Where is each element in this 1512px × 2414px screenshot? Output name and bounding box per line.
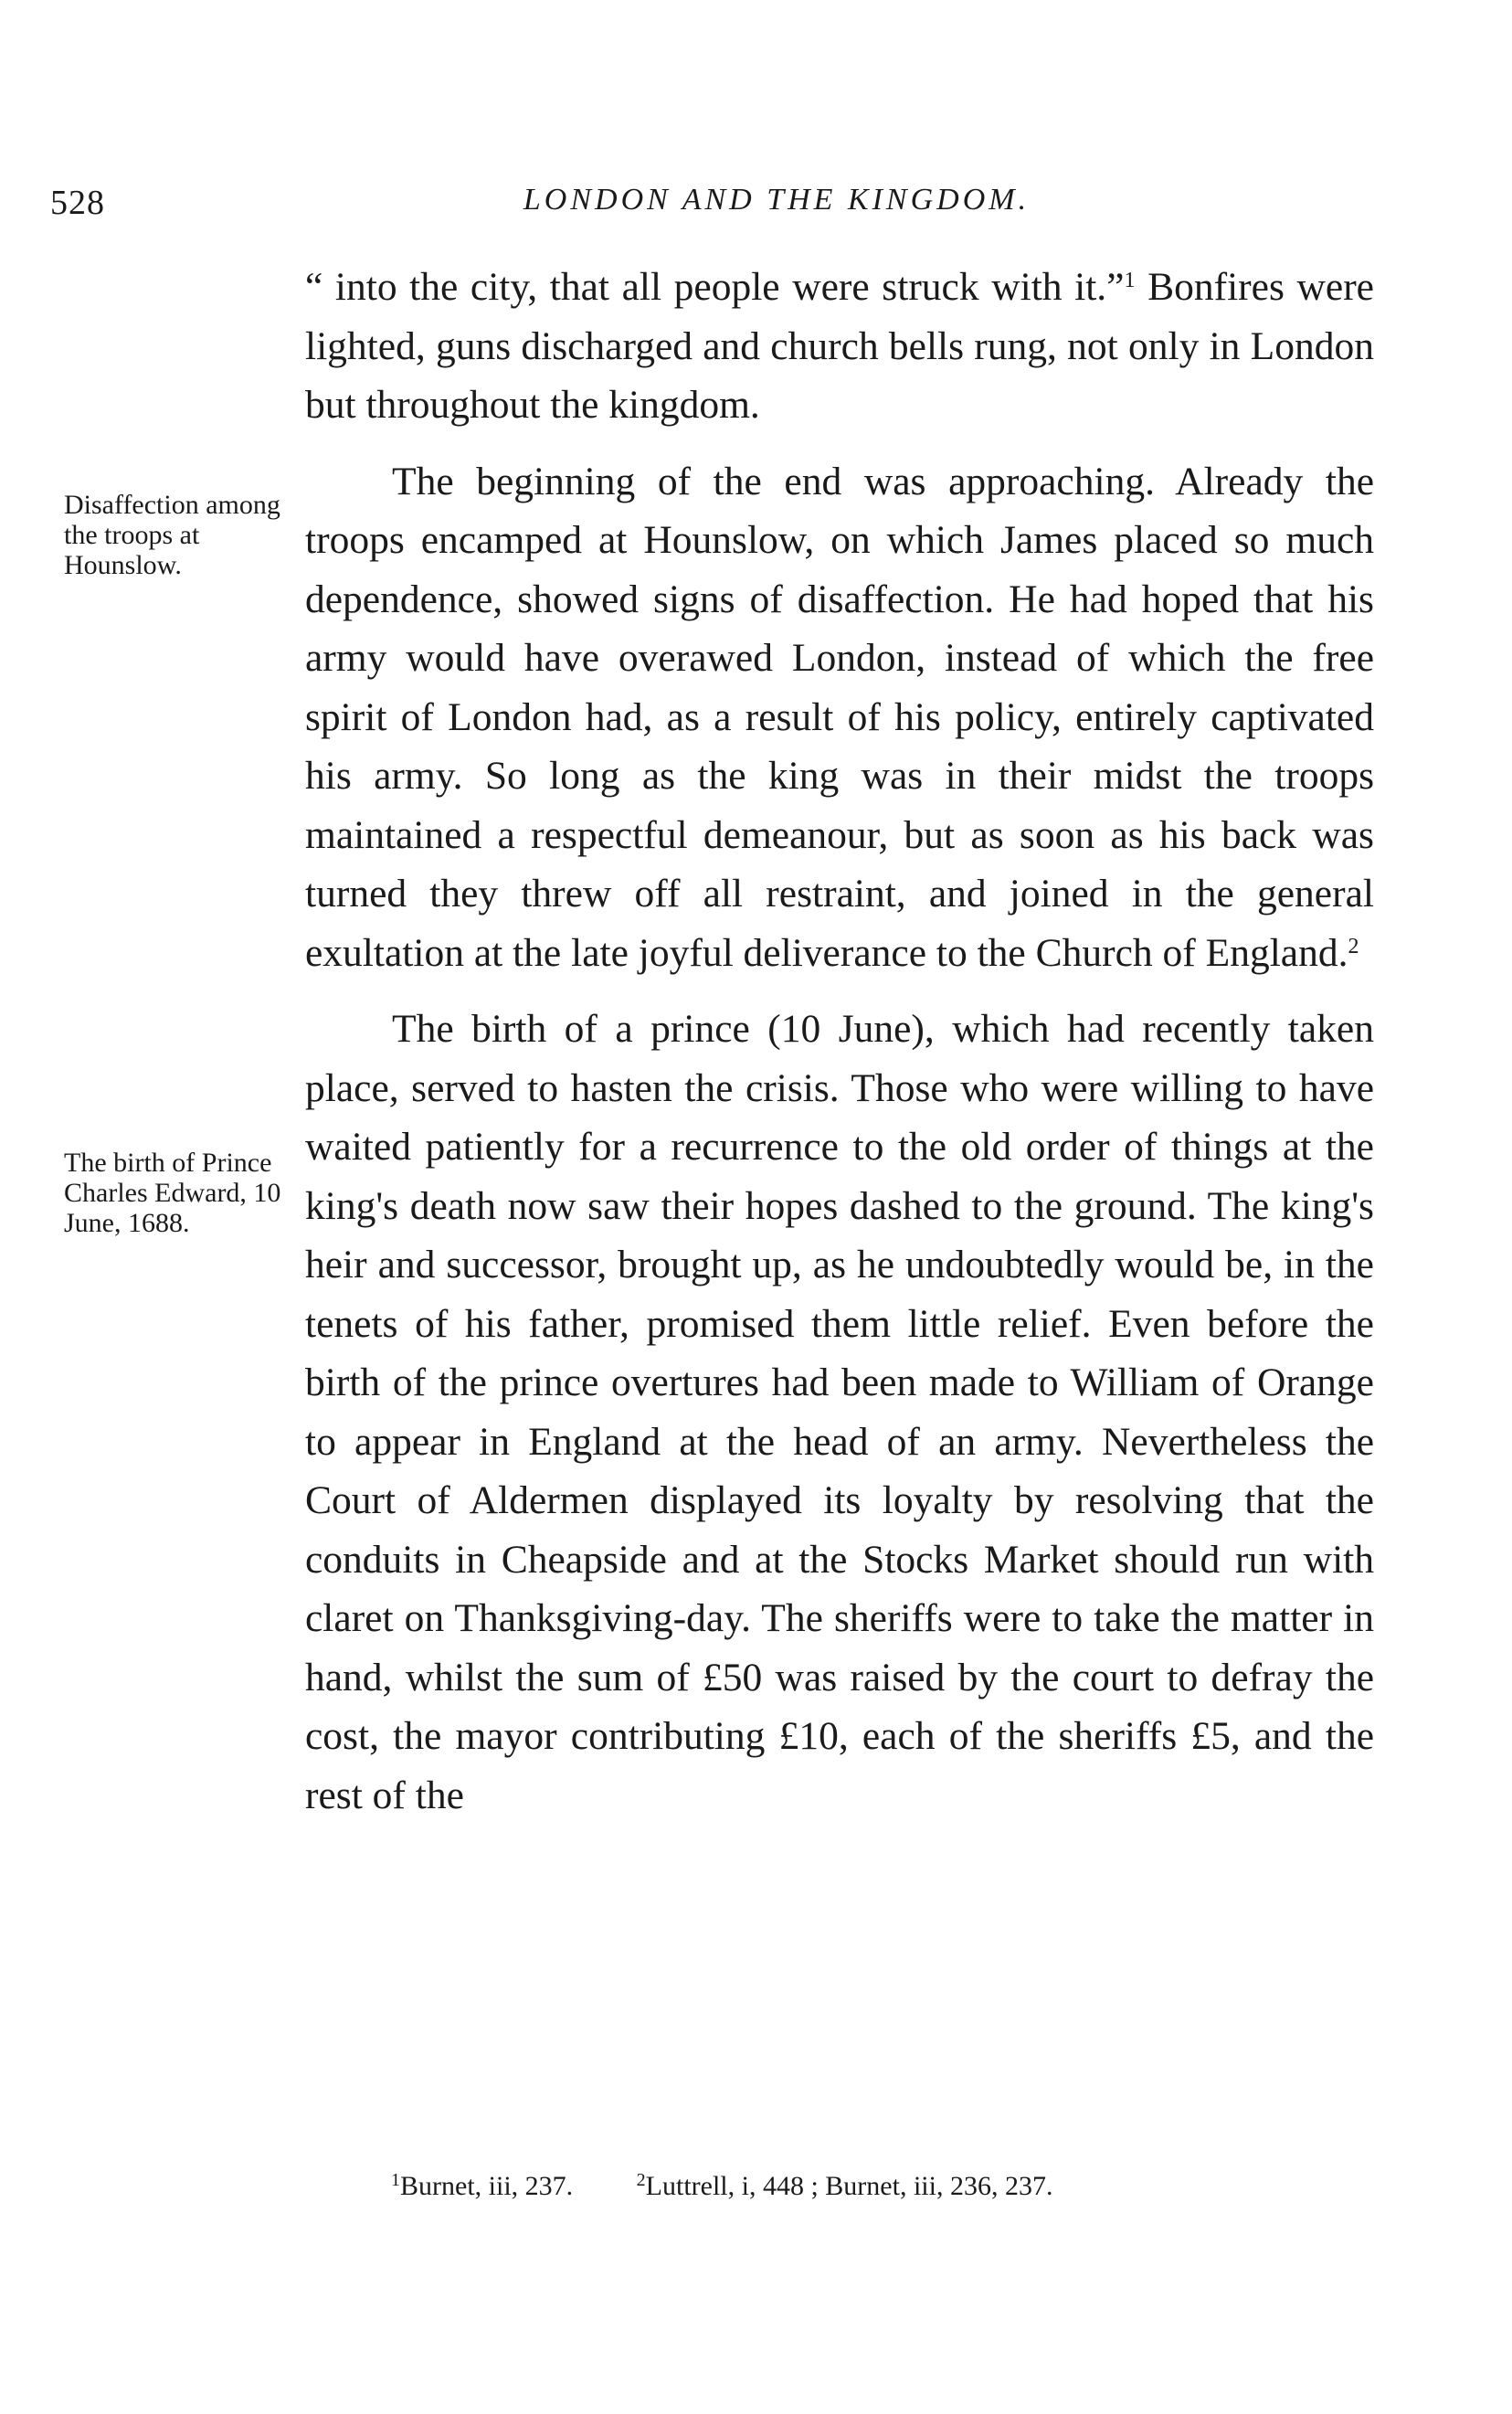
footnote-mark: 1 — [391, 2170, 400, 2190]
running-head: LONDON AND THE KINGDOM. — [523, 183, 1031, 217]
footnote-text: Luttrell, i, 448 ; Burnet, iii, 236, 237. — [645, 2171, 1053, 2201]
footnote-mark: 2 — [636, 2170, 646, 2190]
sidenote-disaffection: Disaffection among the troops at Hounslow. — [64, 490, 280, 580]
paragraph-birth-of-prince — [305, 1000, 1374, 1825]
paragraph-continuation — [305, 258, 1374, 435]
footnote-1 — [391, 2171, 573, 2201]
paragraph-text: “ into the city, that all people were struck with it.” — [305, 265, 1125, 309]
sidenote-birth-of-prince: The birth of Prince Charles Edward, 10 June, 1688. — [64, 1148, 281, 1238]
paragraph-text: The birth of a prince (10 June), which had recently taken place, served to hasten the crisis. Those who were willing to have waited patiently for a recurrence to the old order of things at the king's death now saw their hopes dashed to the ground. The king's heir and successor, brought up, as he undoubtedly would be, in the tenets of his father, promised them little relief. Even before the birth of the prince overtures had been made to William of Orange to appear in England at the head of an army. Nevertheless the Court of Aldermen displayed its loyalty by resolving that the conduits in Cheapside and at the Stocks Market should run with claret on Thanksgiving-day. The sheriffs were to take the matter in hand, whilst the sum of £50 was raised by the court to defray the cost, the mayor contributing £10, each of the sheriffs £5, and the rest of the — [305, 1007, 1374, 1817]
paragraph-text-continued: Bonfires were lighted, guns discharged and church bells rung, not only in London but throughout the kingdom. — [305, 265, 1374, 427]
footnotes — [391, 2171, 1052, 2202]
footnote-2 — [637, 2171, 1053, 2201]
main-text — [305, 258, 1374, 1825]
paragraph-text: The beginning of the end was approaching. Already the troops encamped at Hounslow, on which James placed so much dependence, showed signs of disaffection. He had hoped that his army would have overawed London, instead of which the free spirit of London had, as a result of his policy, entirely captivated his army. So long as the king was in their midst the troops maintained a respectful demeanour, but as soon as his back was turned they threw off all restraint, and joined in the general exultation at the late joyful deliverance to the Church of England. — [305, 459, 1374, 975]
paragraph-disaffection — [305, 452, 1374, 983]
footnote-ref-2: 2 — [1348, 934, 1359, 958]
footnote-text: Burnet, iii, 237. — [400, 2171, 574, 2201]
footnote-ref-1: 1 — [1124, 269, 1136, 292]
page-number: 528 — [50, 184, 105, 222]
